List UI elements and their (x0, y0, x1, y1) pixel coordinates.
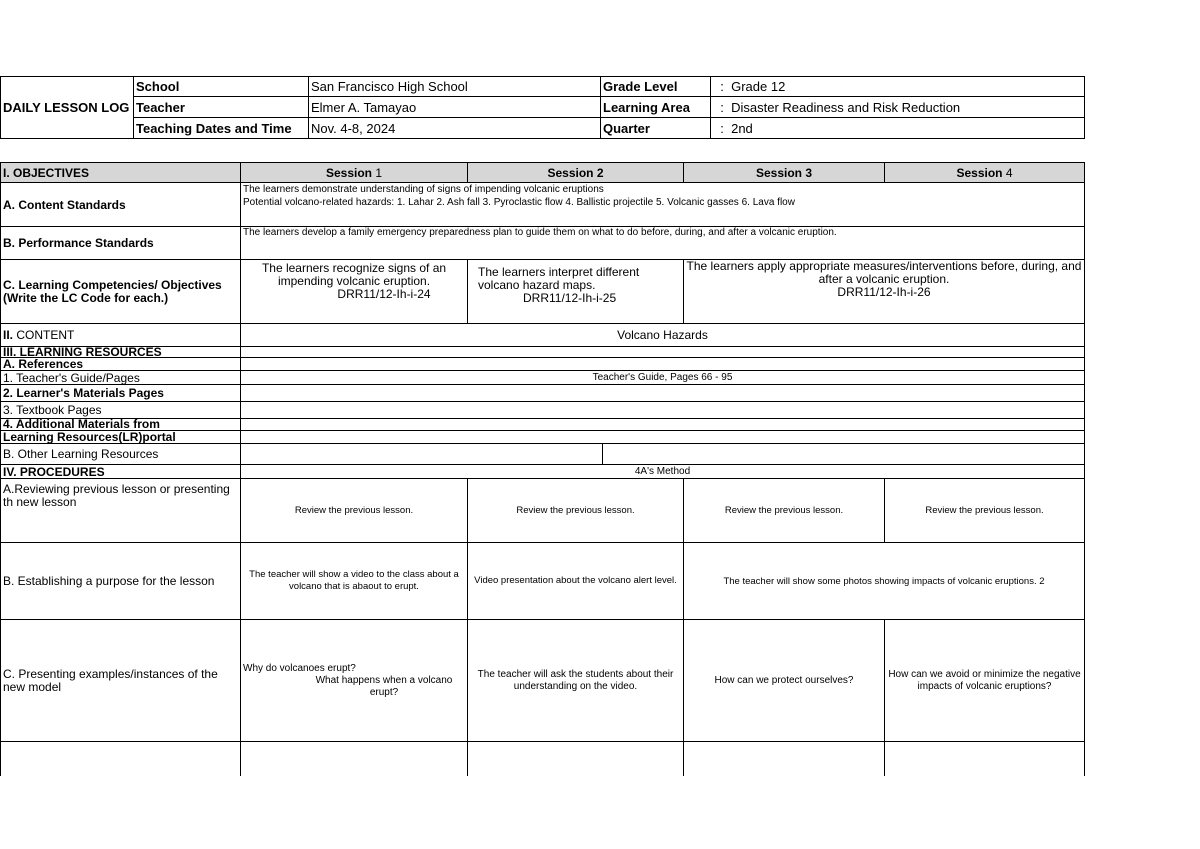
references-label: A. References (1, 358, 241, 371)
learning-resources-blank (241, 347, 1085, 358)
presenting-session-2: The teacher will ask the students about their understanding on the video. (468, 620, 684, 742)
grade-level-value: : Grade 12 (711, 77, 1085, 97)
quarter-value: : 2nd (711, 118, 1085, 139)
establishing-session-2: Video presentation about the volcano alert level. (468, 543, 684, 620)
next-row-session-4 (885, 742, 1085, 776)
review-session-3: Review the previous lesson. (684, 479, 885, 543)
content-standards-value: The learners demonstrate understanding of signs of impending volcanic eruptions Potential volcano-related hazards: 1. Lahar 2. Ash fall 3. Pyroclastic flow 4. Ballistic projectile 5. Volcanic gasses 6. Lava flow (241, 183, 1085, 227)
next-row-session-3 (684, 742, 885, 776)
competency-session-3: The learners apply appropriate measures/interventions before, during, and after a volcanic eruption. DRR11/12-Ih-i-26 (684, 260, 1085, 324)
teaching-dates-label: Teaching Dates and Time (134, 118, 309, 139)
competency-session-2: The learners interpret different volcano hazard maps. DRR11/12-Ih-i-25 (468, 260, 684, 324)
learners-materials-blank (241, 385, 1085, 402)
quarter-label: Quarter (601, 118, 711, 139)
lr-portal-blank (241, 431, 1085, 444)
session-4-header: Session 4 (885, 163, 1085, 183)
grade-level-label: Grade Level (601, 77, 711, 97)
other-resources-label: B. Other Learning Resources (1, 444, 241, 465)
next-row-session-2 (468, 742, 684, 776)
learning-resources-heading: III. LEARNING RESOURCES (1, 347, 241, 358)
presenting-session-3: How can we protect ourselves? (684, 620, 885, 742)
content-label: II. CONTENT (1, 324, 241, 347)
learning-area-label: Learning Area (601, 97, 711, 118)
performance-standards-label: B. Performance Standards (1, 227, 241, 260)
establishing-session-34: The teacher will show some photos showing impacts of volcanic eruptions. 2 (684, 543, 1085, 620)
teaching-dates-value: Nov. 4-8, 2024 (309, 118, 601, 139)
next-row-label (1, 742, 241, 776)
establishing-session-1: The teacher will show a video to the class about a volcano that is abaout to erupt. (241, 543, 468, 620)
session-2-header: Session 2 (468, 163, 684, 183)
presenting-session-4: How can we avoid or minimize the negative impacts of volcanic eruptions? (885, 620, 1085, 742)
additional-materials-blank (241, 419, 1085, 431)
school-label: School (134, 77, 309, 97)
textbook-pages-blank (241, 402, 1085, 419)
lesson-plan-table (0, 162, 1085, 776)
lesson-log-title: DAILY LESSON LOG (1, 77, 134, 139)
learners-materials-label: 2. Learner's Materials Pages (1, 385, 241, 402)
performance-standards-value: The learners develop a family emergency preparedness plan to guide them on what to do before, during, and after a volcanic eruption. (241, 227, 1085, 260)
presenting-label: C. Presenting examples/instances of the new model (1, 620, 241, 742)
teacher-label: Teacher (134, 97, 309, 118)
textbook-pages-label: 3. Textbook Pages (1, 402, 241, 419)
reviewing-label: A.Reviewing previous lesson or presenting th new lesson (1, 479, 241, 543)
teachers-guide-label: 1. Teacher's Guide/Pages (1, 371, 241, 385)
next-row-session-1 (241, 742, 468, 776)
content-standards-label: A. Content Standards (1, 183, 241, 227)
school-value: San Francisco High School (309, 77, 601, 97)
presenting-session-1: Why do volcanoes erupt? What happens when a volcano erupt? (241, 620, 468, 742)
session-1-header: Session 1 (241, 163, 468, 183)
competency-session-1: The learners recognize signs of an impending volcanic eruption. DRR11/12-Ih-i-24 (241, 260, 468, 324)
other-resources-left (241, 444, 603, 465)
additional-materials-label: 4. Additional Materials from (1, 419, 241, 431)
review-session-4: Review the previous lesson. (885, 479, 1085, 543)
procedures-method: 4A's Method (241, 465, 1085, 479)
review-session-2: Review the previous lesson. (468, 479, 684, 543)
content-value: Volcano Hazards (241, 324, 1085, 347)
learning-area-value: : Disaster Readiness and Risk Reduction (711, 97, 1085, 118)
objectives-heading: I. OBJECTIVES (1, 163, 241, 183)
header-table (0, 76, 1085, 139)
teacher-value: Elmer A. Tamayao (309, 97, 601, 118)
learning-competencies-label: C. Learning Competencies/ Objectives (Write the LC Code for each.) (1, 260, 241, 324)
review-session-1: Review the previous lesson. (241, 479, 468, 543)
establishing-label: B. Establishing a purpose for the lesson (1, 543, 241, 620)
references-blank (241, 358, 1085, 371)
teachers-guide-value: Teacher's Guide, Pages 66 - 95 (241, 371, 1085, 385)
lr-portal-label: Learning Resources(LR)portal (1, 431, 241, 444)
procedures-heading: IV. PROCEDURES (1, 465, 241, 479)
session-3-header: Session 3 (684, 163, 885, 183)
other-resources-right (603, 444, 1085, 465)
